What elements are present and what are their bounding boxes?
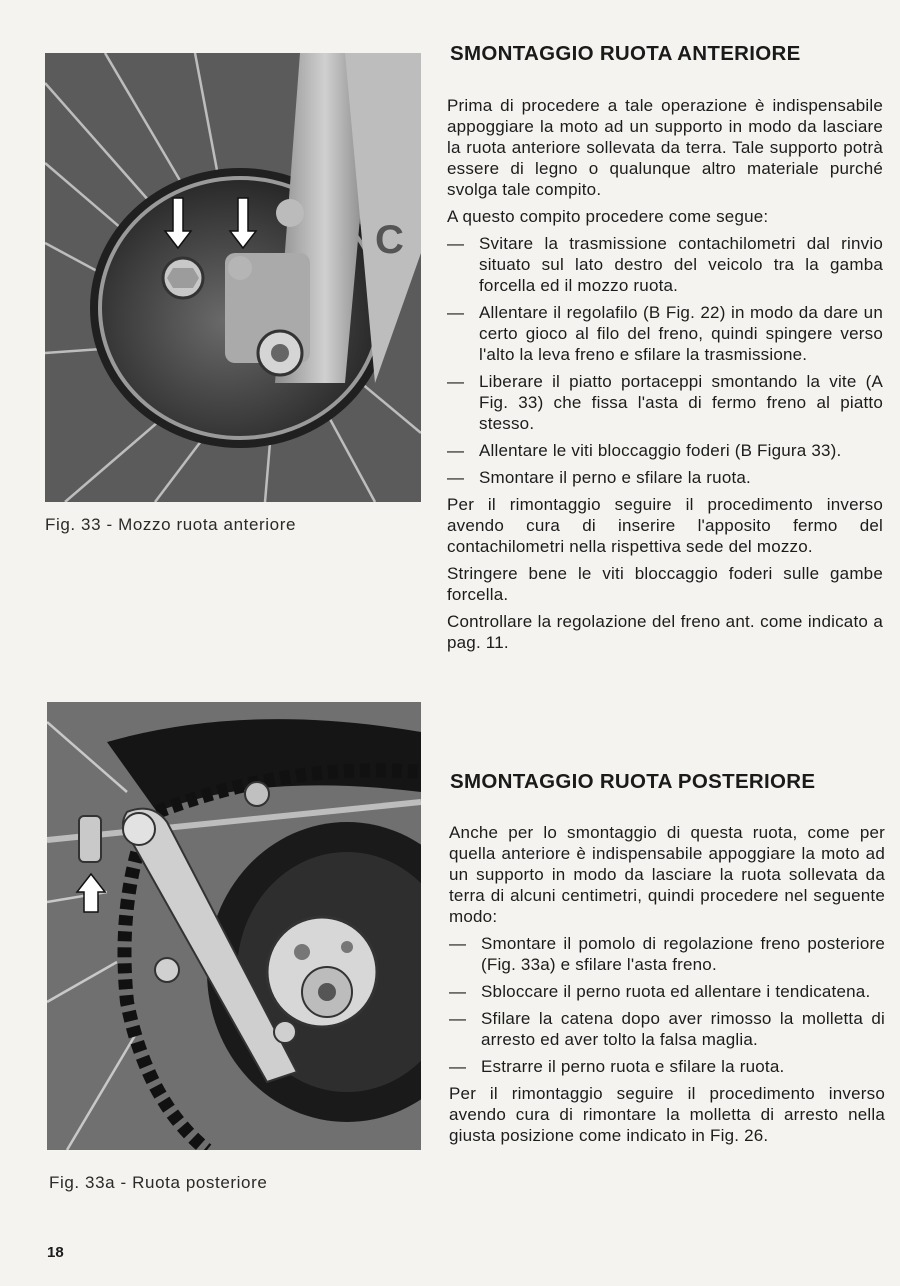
section-body-rear-wheel bbox=[449, 822, 885, 1152]
front-hub-photo bbox=[45, 53, 421, 502]
figure-33-caption: Fig. 33 - Mozzo ruota anteriore bbox=[45, 515, 297, 534]
figure-33a-caption: Fig. 33a - Ruota posteriore bbox=[49, 1173, 268, 1192]
list-item: — Sfilare la catena dopo aver rimosso la molletta di arresto ed aver tolto la falsa maglia. bbox=[449, 1008, 885, 1050]
paragraph: A questo compito procedere come segue: bbox=[447, 207, 769, 226]
list-item: — Estrarre il perno ruota e sfilare la ruota. bbox=[449, 1056, 885, 1077]
paragraph: Per il rimontaggio seguire il procedimento inverso avendo cura di inserire l'apposito fermo del contachilometri nella rispettiva sede del mozzo. bbox=[447, 495, 883, 556]
paragraph: Prima di procedere a tale operazione è indispensabile appoggiare la moto ad un supporto in modo da lasciare la ruota anteriore sollevata da terra. Tale supporto potrà essere di legno o qualunque altro materiale purché svolga tale compito. bbox=[447, 96, 883, 199]
paragraph: Stringere bene le viti bloccaggio foderi sulle gambe forcella. bbox=[447, 564, 883, 604]
rear-wheel-photo bbox=[47, 702, 421, 1150]
section-title-rear-wheel: SMONTAGGIO RUOTA POSTERIORE bbox=[450, 770, 816, 793]
list-item: — Liberare il piatto portaceppi smontando la vite (A Fig. 33) che fissa l'asta di fermo freno al piatto stesso. bbox=[447, 371, 883, 434]
section-body-front-wheel bbox=[447, 95, 883, 659]
paragraph: Per il rimontaggio seguire il procedimento inverso avendo cura di rimontare la molletta di arresto nella giusta posizione come indicato in Fig. 26. bbox=[449, 1084, 885, 1145]
list-item: — Sbloccare il perno ruota ed allentare i tendicatena. bbox=[449, 981, 885, 1002]
list-item: — Allentare il regolafilo (B Fig. 22) in modo da dare un certo gioco al filo del freno, quindi spingere verso l'alto la leva freno e sfilare la trasmissione. bbox=[447, 302, 883, 365]
list-item: — Smontare il pomolo di regolazione freno posteriore (Fig. 33a) e sfilare l'asta freno. bbox=[449, 933, 885, 975]
list-item: — Svitare la trasmissione contachilometri dal rinvio situato sul lato destro del veicolo tra la gamba forcella ed il mozzo ruota. bbox=[447, 233, 883, 296]
svg-text:C: C bbox=[375, 218, 404, 262]
paragraph: Controllare la regolazione del freno ant. come indicato a pag. 11. bbox=[447, 612, 883, 652]
list-item: — Allentare le viti bloccaggio foderi (B Figura 33). bbox=[447, 440, 883, 461]
steps-list bbox=[447, 233, 883, 488]
section-title-front-wheel: SMONTAGGIO RUOTA ANTERIORE bbox=[450, 42, 801, 65]
steps-list bbox=[449, 933, 885, 1077]
page-number: 18 bbox=[47, 1244, 64, 1261]
paragraph: Anche per lo smontaggio di questa ruota, come per quella anteriore è indispensabile appoggiare la moto ad un supporto in modo da lasciare la ruota sollevata da terra di alcuni centimetri, quindi procedere nel seguente modo: bbox=[449, 823, 885, 926]
list-item: — Smontare il perno e sfilare la ruota. bbox=[447, 467, 883, 488]
